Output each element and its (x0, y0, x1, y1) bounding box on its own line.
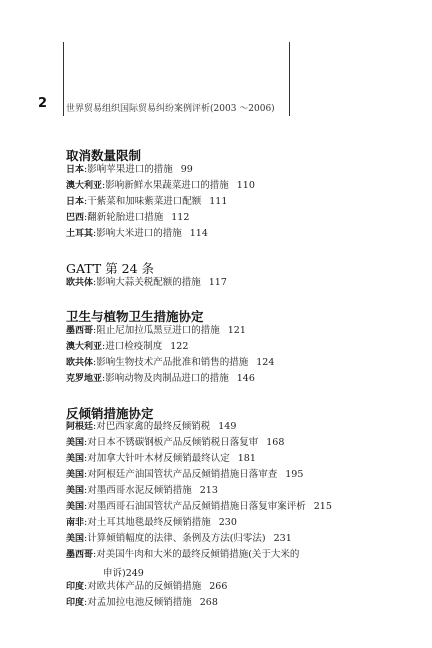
toc-entry[interactable]: 土耳其:影响大米进口的措施 114 (66, 228, 208, 239)
entry-country: 巴西 (66, 213, 85, 223)
entry-country: 克罗地亚 (66, 374, 103, 384)
entry-country: 南非 (66, 518, 85, 528)
toc-entry[interactable]: 欧共体:影响大蒜关税配额的措施 117 (66, 277, 227, 288)
entry-page: 112 (171, 212, 190, 223)
entry-text: 对墨西哥石油国管状产品反倾销措施日落复审案评析 (87, 501, 306, 512)
toc-entry-continuation[interactable] (103, 565, 144, 579)
toc-entry[interactable]: 美国:对日本不锈碳钢板产品反倾销税日落复审 168 (66, 437, 285, 448)
entry-page: 249 (125, 568, 144, 579)
section-title: 取消数量限制 (66, 148, 142, 163)
header-rule-right (289, 42, 290, 116)
toc-entry[interactable]: 澳大利亚:影响新鲜水果蔬菜进口的措施 110 (66, 180, 255, 191)
entry-page: 213 (199, 485, 218, 496)
header-rule-left (63, 42, 64, 116)
toc-entry[interactable]: 欧共体:影响生物技术产品批准和销售的措施 124 (66, 357, 275, 368)
entry-text: 翻新轮胎进口措施 (87, 212, 164, 223)
toc-entry[interactable]: 美国:对墨西哥水泥反倾销措施 213 (66, 485, 218, 496)
entry-text: 对巴西家禽的最终反倾销税 (96, 421, 211, 432)
entry-page: 231 (273, 533, 292, 544)
entry-text: 影响动物及肉制品进口的措施 (105, 373, 229, 384)
entry-page: 111 (209, 196, 228, 207)
section-title: 卫生与植物卫生措施协定 (66, 309, 204, 324)
entry-text: 阻止尼加拉瓜黑豆进口的措施 (96, 325, 220, 336)
entry-text: 干紫菜和加味紫菜进口配额 (87, 196, 202, 207)
entry-text: 影响苹果进口的措施 (87, 164, 173, 175)
entry-country: 印度 (66, 598, 85, 608)
entry-country: 美国 (66, 438, 85, 448)
entry-country: 美国 (66, 486, 85, 496)
entry-page: 99 (180, 164, 193, 175)
entry-text: 影响新鲜水果蔬菜进口的措施 (105, 180, 229, 191)
entry-country: 欧共体 (66, 278, 94, 288)
toc-entry[interactable]: 美国:计算倾销幅度的法律、条例及方法(归零法) 231 (66, 533, 292, 544)
entry-country: 美国 (66, 470, 85, 480)
entry-page: 124 (256, 357, 275, 368)
toc-entry[interactable]: 美国:对墨西哥石油国管状产品反倾销措施日落复审案评析 215 (66, 501, 332, 512)
entry-page: 266 (209, 581, 228, 592)
entry-text: 对土耳其地毯最终反倾销措施 (87, 517, 211, 528)
entry-text: 对美国牛肉和大米的最终反倾销措施(关于大米的 (96, 549, 300, 560)
entry-country: 日本 (66, 165, 85, 175)
entry-page: 121 (227, 325, 246, 336)
entry-page: 114 (189, 228, 208, 239)
toc-entry[interactable]: 澳大利亚:进口检疫制度 122 (66, 341, 189, 352)
entry-text: 对日本不锈碳钢板产品反倾销税日落复审 (87, 437, 259, 448)
entry-page: 117 (208, 277, 227, 288)
toc-entry[interactable]: 美国:对加拿大针叶木材反倾销最终认定 181 (66, 453, 256, 464)
entry-page: 268 (199, 597, 218, 608)
toc-entry[interactable]: 克罗地亚:影响动物及肉制品进口的措施 146 (66, 373, 255, 384)
entry-text: 影响生物技术产品批准和销售的措施 (96, 357, 249, 368)
entry-text: 影响大米进口的措施 (96, 228, 182, 239)
toc-entry[interactable]: 日本:影响苹果进口的措施 99 (66, 164, 193, 175)
entry-country: 美国 (66, 454, 85, 464)
entry-country: 墨西哥 (66, 326, 94, 336)
entry-country: 澳大利亚 (66, 181, 103, 191)
entry-country: 美国 (66, 534, 85, 544)
entry-page: 181 (237, 453, 256, 464)
entry-text: 对孟加拉电池反倾销措施 (87, 597, 192, 608)
entry-text: 对欧共体产品的反倾销措施 (87, 581, 202, 592)
toc-entry[interactable]: 阿根廷:对巴西家禽的最终反倾销税 149 (66, 421, 237, 432)
entry-country: 墨西哥 (66, 550, 94, 560)
entry-text: 对加拿大针叶木材反倾销最终认定 (87, 453, 230, 464)
running-head: 世界贸易组织国际贸易纠纷案例评析(2003 ～2006) (66, 104, 275, 114)
entry-text: 影响大蒜关税配额的措施 (96, 277, 201, 288)
entry-text: 计算倾销幅度的法律、条例及方法(归零法) (87, 533, 266, 544)
toc-entry[interactable]: 美国:对阿根廷产油国管状产品反倾销措施日落审查 195 (66, 469, 304, 480)
entry-country: 澳大利亚 (66, 342, 103, 352)
entry-page: 110 (236, 180, 255, 191)
entry-country: 土耳其 (66, 229, 94, 239)
entry-country: 阿根廷 (66, 422, 94, 432)
entry-page: 146 (236, 373, 255, 384)
entry-text: 进口检疫制度 (105, 341, 163, 352)
toc-entry[interactable]: 南非:对土耳其地毯最终反倾销措施 230 (66, 517, 237, 528)
entry-country: 欧共体 (66, 358, 94, 368)
entry-text: 申诉) (103, 568, 126, 579)
entry-country: 日本 (66, 197, 85, 207)
toc-entry[interactable]: 墨西哥:对美国牛肉和大米的最终反倾销措施(关于大米的 (66, 549, 300, 560)
entry-text: 对阿根廷产油国管状产品反倾销措施日落审查 (87, 469, 278, 480)
section-title: 反倾销措施协定 (66, 406, 154, 421)
entry-page: 215 (313, 501, 332, 512)
section-title: GATT 第 24 条 (66, 261, 155, 276)
entry-country: 印度 (66, 582, 85, 592)
entry-page: 195 (285, 469, 304, 480)
toc-entry[interactable]: 印度:对欧共体产品的反倾销措施 266 (66, 581, 228, 592)
entry-page: 230 (218, 517, 237, 528)
toc-entry[interactable]: 印度:对孟加拉电池反倾销措施 268 (66, 597, 218, 608)
entry-text: 对墨西哥水泥反倾销措施 (87, 485, 192, 496)
entry-page: 149 (218, 421, 237, 432)
entry-country: 美国 (66, 502, 85, 512)
toc-entry[interactable]: 墨西哥:阻止尼加拉瓜黑豆进口的措施 121 (66, 325, 246, 336)
entry-page: 168 (266, 437, 285, 448)
toc-entry[interactable]: 日本:干紫菜和加味紫菜进口配额 111 (66, 196, 228, 207)
toc-entry[interactable]: 巴西:翻新轮胎进口措施 112 (66, 212, 190, 223)
page-number: 2 (38, 96, 48, 111)
entry-page: 122 (170, 341, 189, 352)
